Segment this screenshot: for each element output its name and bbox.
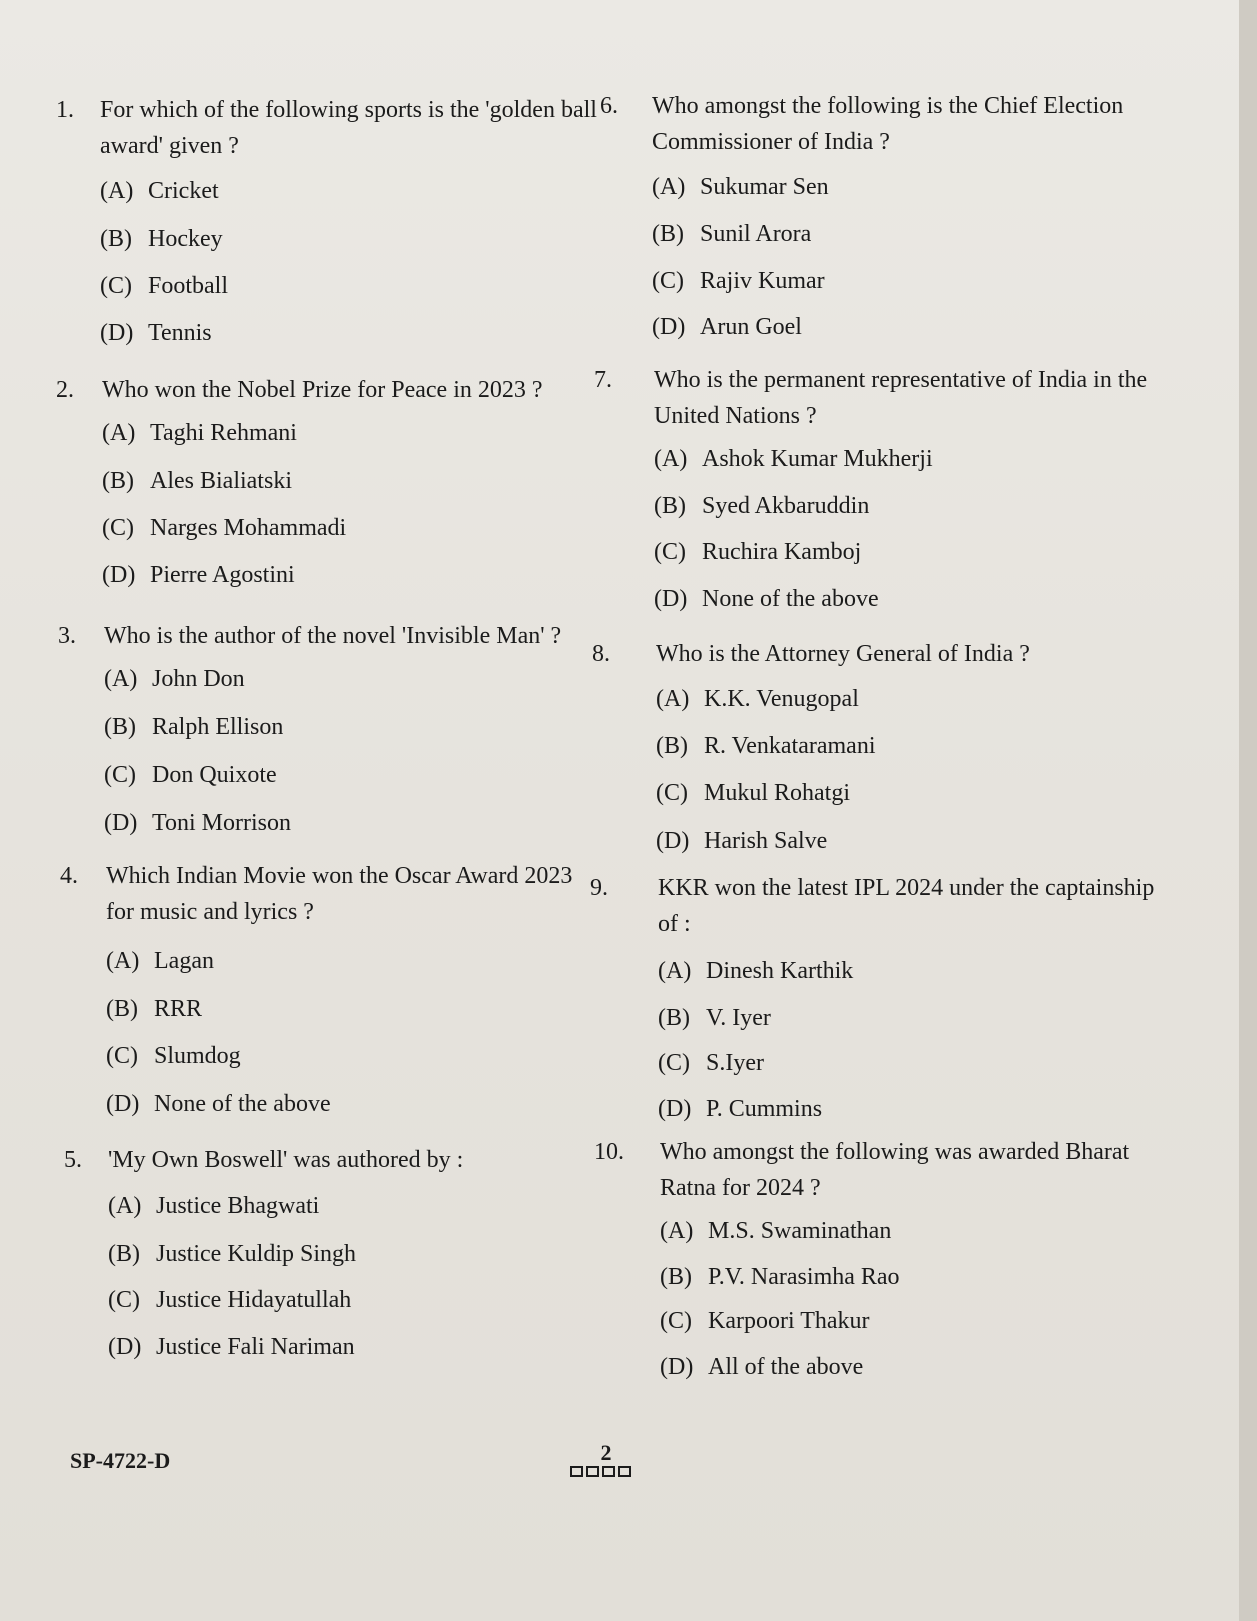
option-letter: (D) bbox=[654, 586, 688, 612]
page-number: 2 bbox=[600, 1440, 612, 1465]
option-text: Rajiv Kumar bbox=[700, 268, 825, 294]
option-a bbox=[102, 418, 297, 448]
option-letter: (C) bbox=[652, 268, 684, 294]
option-a bbox=[660, 1216, 891, 1246]
option-text: All of the above bbox=[708, 1354, 864, 1380]
question-number: 7. bbox=[594, 367, 612, 393]
option-letter: (A) bbox=[660, 1218, 694, 1244]
question-text: Which Indian Movie won the Oscar Award 2023 for music and lyrics ? bbox=[106, 863, 573, 925]
question-number: 9. bbox=[590, 875, 608, 901]
marker-box bbox=[602, 1466, 615, 1477]
option-a bbox=[108, 1191, 319, 1221]
option-text: Justice Fali Nariman bbox=[156, 1334, 355, 1360]
option-letter: (C) bbox=[656, 780, 688, 806]
question-text: KKR won the latest IPL 2024 under the captainship of : bbox=[658, 875, 1155, 937]
option-letter: (D) bbox=[652, 314, 686, 340]
question-text: Who amongst the following was awarded Bharat Ratna for 2024 ? bbox=[660, 1139, 1130, 1201]
option-letter: (C) bbox=[660, 1308, 692, 1334]
option-a bbox=[652, 172, 829, 202]
option-text: Ales Bialiatski bbox=[150, 468, 292, 494]
option-text: Lagan bbox=[154, 948, 214, 974]
option-letter: (B) bbox=[102, 468, 134, 494]
option-b bbox=[102, 466, 292, 496]
option-d bbox=[108, 1332, 355, 1362]
option-letter: (A) bbox=[106, 948, 140, 974]
option-text: Don Quixote bbox=[152, 762, 277, 788]
option-letter: (B) bbox=[652, 221, 684, 247]
option-c bbox=[102, 513, 346, 543]
option-text: Ashok Kumar Mukherji bbox=[702, 446, 933, 472]
option-b bbox=[658, 1003, 771, 1033]
option-letter: (B) bbox=[104, 714, 136, 740]
option-text: Ralph Ellison bbox=[152, 714, 284, 740]
option-letter: (D) bbox=[108, 1334, 142, 1360]
option-text: None of the above bbox=[154, 1091, 331, 1117]
option-text: R. Venkataramani bbox=[704, 733, 876, 759]
option-c bbox=[652, 266, 825, 296]
option-letter: (D) bbox=[104, 810, 138, 836]
option-b bbox=[652, 219, 811, 249]
option-letter: (D) bbox=[656, 828, 690, 854]
option-c bbox=[100, 271, 228, 301]
option-letter: (B) bbox=[654, 493, 686, 519]
option-text: Pierre Agostini bbox=[150, 562, 295, 588]
option-letter: (A) bbox=[656, 686, 690, 712]
option-text: Hockey bbox=[148, 226, 223, 252]
marker-box bbox=[586, 1466, 599, 1477]
option-letter: (B) bbox=[100, 226, 132, 252]
page-marker-boxes bbox=[570, 1466, 631, 1477]
option-b bbox=[660, 1262, 900, 1292]
option-text: Toni Morrison bbox=[152, 810, 291, 836]
option-letter: (C) bbox=[658, 1050, 690, 1076]
question-number: 5. bbox=[64, 1147, 82, 1173]
paper-code: SP-4722-D bbox=[70, 1448, 171, 1473]
option-b bbox=[100, 224, 223, 254]
option-text: Justice Hidayatullah bbox=[156, 1287, 352, 1313]
option-text: Justice Bhagwati bbox=[156, 1193, 320, 1219]
option-letter: (A) bbox=[100, 178, 134, 204]
option-text: Taghi Rehmani bbox=[150, 420, 297, 446]
question-number: 8. bbox=[592, 641, 610, 667]
option-text: Narges Mohammadi bbox=[150, 515, 347, 541]
option-a bbox=[658, 956, 853, 986]
option-letter: (B) bbox=[108, 1241, 140, 1267]
question-number: 6. bbox=[600, 93, 618, 119]
question-text: Who won the Nobel Prize for Peace in 2023 ? bbox=[102, 377, 543, 403]
option-d bbox=[656, 826, 827, 856]
option-b bbox=[654, 491, 869, 521]
option-letter: (B) bbox=[660, 1264, 692, 1290]
option-letter: (D) bbox=[100, 320, 134, 346]
option-c bbox=[106, 1041, 241, 1071]
option-letter: (A) bbox=[104, 666, 138, 692]
option-c bbox=[660, 1306, 870, 1336]
option-text: P. Cummins bbox=[706, 1096, 823, 1122]
option-letter: (D) bbox=[658, 1096, 692, 1122]
option-text: John Don bbox=[152, 666, 245, 692]
question-number: 4. bbox=[60, 863, 78, 889]
marker-box bbox=[618, 1466, 631, 1477]
option-text: Ruchira Kamboj bbox=[702, 539, 862, 565]
question-text: Who amongst the following is the Chief Election Commissioner of India ? bbox=[652, 93, 1124, 155]
option-a bbox=[106, 946, 214, 976]
option-letter: (C) bbox=[102, 515, 134, 541]
option-d bbox=[654, 584, 879, 614]
question-number: 1. bbox=[56, 97, 74, 123]
option-d bbox=[652, 312, 802, 342]
option-c bbox=[108, 1285, 351, 1315]
question-number: 2. bbox=[56, 377, 74, 403]
option-text: Mukul Rohatgi bbox=[704, 780, 851, 806]
question-text: 'My Own Boswell' was authored by : bbox=[108, 1147, 464, 1173]
option-text: S.Iyer bbox=[706, 1050, 764, 1076]
option-c bbox=[656, 778, 850, 808]
option-d bbox=[100, 318, 212, 348]
option-letter: (C) bbox=[100, 273, 132, 299]
option-d bbox=[106, 1089, 331, 1119]
option-letter: (C) bbox=[108, 1287, 140, 1313]
question-number: 10. bbox=[594, 1139, 624, 1165]
option-letter: (A) bbox=[102, 420, 136, 446]
option-text: Karpoori Thakur bbox=[708, 1308, 870, 1334]
option-a bbox=[100, 176, 219, 206]
option-b bbox=[106, 994, 202, 1024]
option-letter: (A) bbox=[652, 174, 686, 200]
option-letter: (B) bbox=[106, 996, 138, 1022]
option-b bbox=[104, 712, 283, 742]
option-text: Syed Akbaruddin bbox=[702, 493, 870, 519]
question-text: Who is the permanent representative of India in the United Nations ? bbox=[654, 367, 1148, 429]
option-letter: (C) bbox=[104, 762, 136, 788]
option-text: K.K. Venugopal bbox=[704, 686, 859, 712]
option-letter: (A) bbox=[658, 958, 692, 984]
option-text: RRR bbox=[154, 996, 203, 1022]
option-text: P.V. Narasimha Rao bbox=[708, 1264, 900, 1290]
option-text: Harish Salve bbox=[704, 828, 828, 854]
option-letter: (D) bbox=[660, 1354, 694, 1380]
question-text: Who is the author of the novel 'Invisible Man' ? bbox=[104, 623, 562, 649]
option-letter: (D) bbox=[102, 562, 136, 588]
option-letter: (A) bbox=[654, 446, 688, 472]
question-text: Who is the Attorney General of India ? bbox=[656, 641, 1030, 667]
option-text: Slumdog bbox=[154, 1043, 241, 1069]
option-c bbox=[104, 760, 277, 790]
option-text: Arun Goel bbox=[700, 314, 802, 340]
option-text: None of the above bbox=[702, 586, 879, 612]
option-b bbox=[656, 731, 876, 761]
marker-box bbox=[570, 1466, 583, 1477]
option-b bbox=[108, 1239, 356, 1269]
option-letter: (B) bbox=[658, 1005, 690, 1031]
option-text: V. Iyer bbox=[706, 1005, 771, 1031]
option-letter: (B) bbox=[656, 733, 688, 759]
option-text: Cricket bbox=[148, 178, 219, 204]
option-letter: (C) bbox=[654, 539, 686, 565]
option-text: Football bbox=[148, 273, 229, 299]
option-c bbox=[654, 537, 861, 567]
option-a bbox=[656, 684, 859, 714]
option-letter: (A) bbox=[108, 1193, 142, 1219]
option-d bbox=[104, 808, 291, 838]
question-number: 3. bbox=[58, 623, 76, 649]
option-a bbox=[104, 664, 245, 694]
option-text: Sunil Arora bbox=[700, 221, 812, 247]
option-text: Sukumar Sen bbox=[700, 174, 829, 200]
option-text: M.S. Swaminathan bbox=[708, 1218, 892, 1244]
question-text: For which of the following sports is the 'golden ball award' given ? bbox=[100, 97, 597, 159]
option-text: Tennis bbox=[148, 320, 212, 346]
option-c bbox=[658, 1048, 764, 1078]
option-letter: (C) bbox=[106, 1043, 138, 1069]
option-d bbox=[660, 1352, 863, 1382]
option-text: Justice Kuldip Singh bbox=[156, 1241, 357, 1267]
option-a bbox=[654, 444, 933, 474]
option-d bbox=[658, 1094, 822, 1124]
option-text: Dinesh Karthik bbox=[706, 958, 854, 984]
option-letter: (D) bbox=[106, 1091, 140, 1117]
option-d bbox=[102, 560, 295, 590]
